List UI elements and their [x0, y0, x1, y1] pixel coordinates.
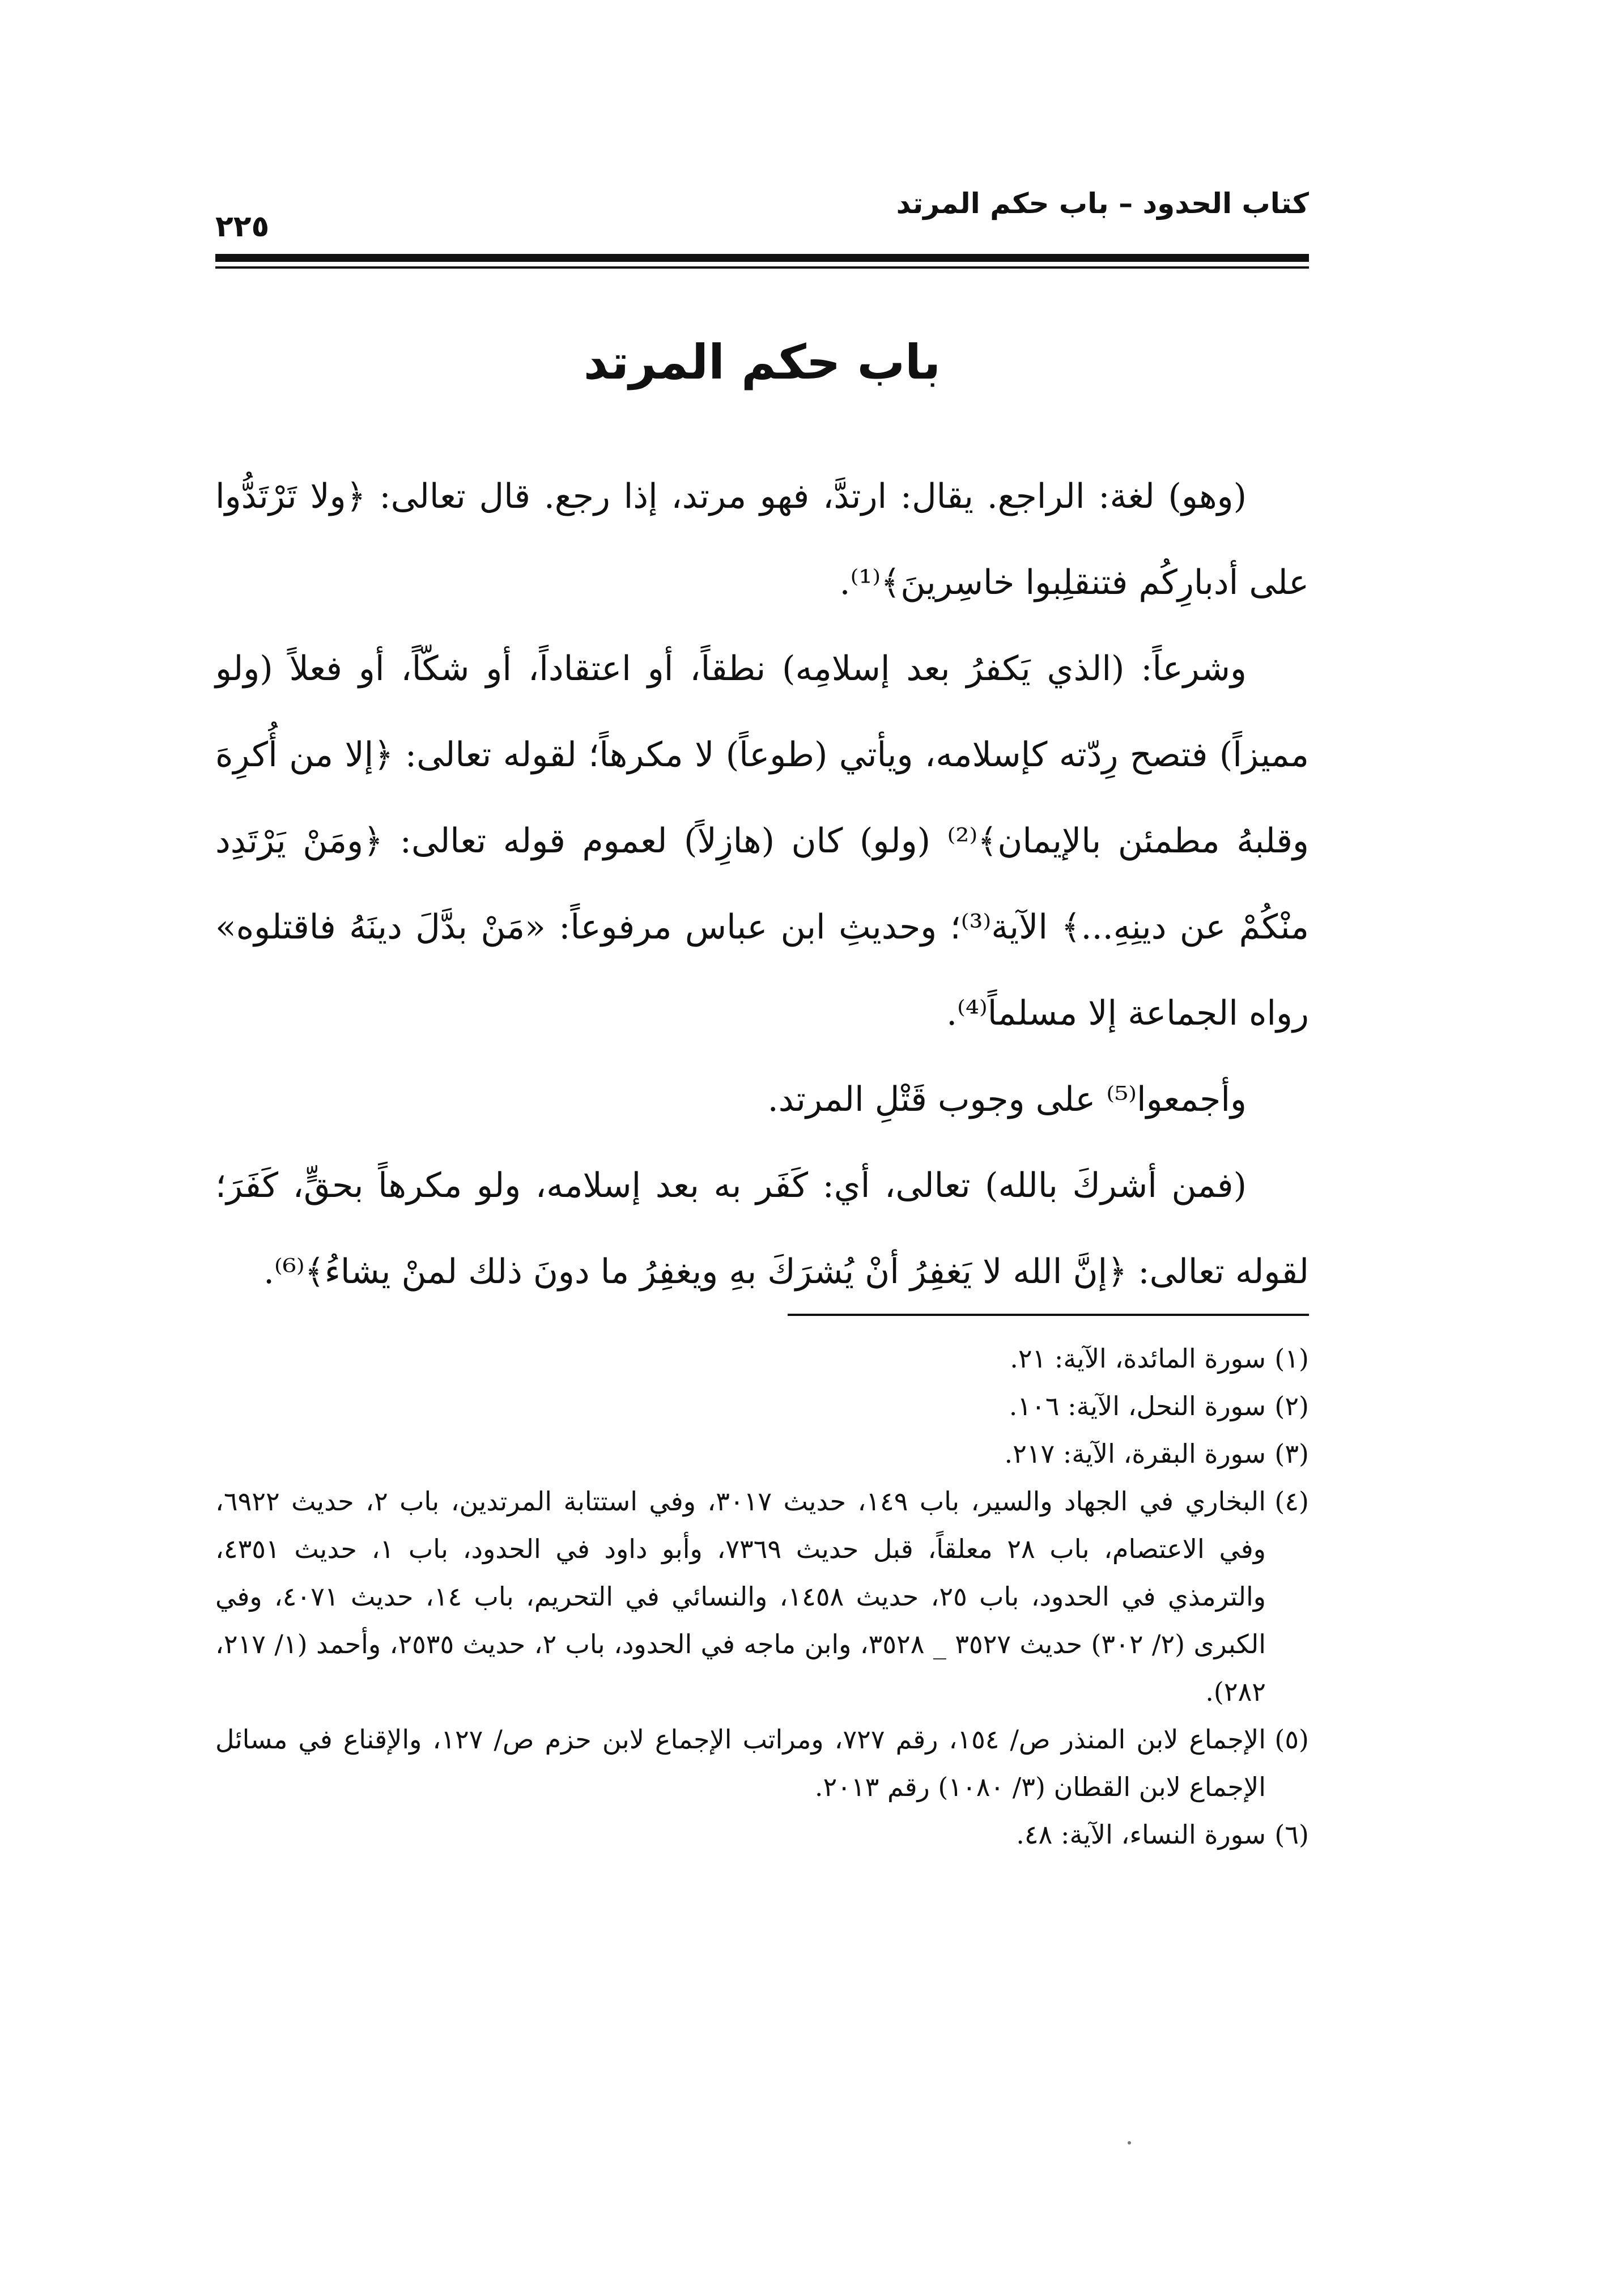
footnote-separator [788, 1314, 1309, 1316]
footnote-text: سورة النساء، الآية: ٤٨. [1016, 1819, 1266, 1850]
footnote-text: سورة المائدة، الآية: ٢١. [1010, 1343, 1266, 1374]
footnote [215, 1382, 1309, 1430]
footnote-number: (٤) [1274, 1486, 1309, 1517]
running-header [215, 187, 1309, 249]
footnote [215, 1477, 1309, 1715]
footnote-number: (١) [1274, 1343, 1309, 1374]
footnote-text: سورة النحل، الآية: ١٠٦. [1009, 1391, 1266, 1421]
running-header-title: كتاب الحدود – باب حكم المرتد [896, 187, 1309, 220]
header-rule [215, 254, 1309, 273]
body-paragraph: وأجمعوا⁽⁵⁾ على وجوب قَتْلِ المرتد. [767, 1080, 1247, 1119]
footnote-text: البخاري في الجهاد والسير، باب ١٤٩، حديث ٣٠١٧، وفي استتابة المرتدين، باب ٢، حديث ٦٩٢٢، وفي الاعتصام، باب ٢٨ معلقاً، قبل حديث ٧٣٦٩، وأبو داود في الحدود، باب ١، حديث ٤٣٥١، والترمذي في الحدود، باب ٢٥، حديث ١٤٥٨، والنسائي في التحريم، باب ١٤، حديث ٤٠٧١، وفي الكبرى (٢/ ٣٠٢) حديث ٣٥٢٧ _ ٣٥٢٨، وابن ماجه في الحدود، باب ٢، حديث ٢٥٣٥، وأحمد (١/ ٢١٧، ٢٨٢). [215, 1486, 1266, 1707]
chapter-title: باب حكم المرتد [583, 334, 941, 390]
body-paragraph: (وهو) لغة: الراجع. يقال: ارتدَّ، فهو مرتد، إذا رجع. قال تعالى: ﴿ولا تَرْتَدُّوا على أدبارِكُم فتنقلِبوا خاسِرينَ﴾⁽¹⁾. [215, 477, 1309, 602]
body-paragraph: وشرعاً: (الذي يَكفرُ بعد إسلامِه) نطقاً، أو اعتقاداً، أو شكّاً، أو فعلاً (ولو مميزاً) فتصح رِدّته كإسلامه، ويأتي (طوعاً) لا مكرهاً؛ لقوله تعالى: ﴿إلا من أُكرِهَ وقلبهُ مطمئن بالإيمان﴾⁽²⁾ (ولو) كان (هازِلاً) لعموم قوله تعالى: ﴿ومَنْ يَرْتَدِد منْكُمْ عن دينِهِ...﴾ الآية⁽³⁾؛ وحديثِ ابن عباس مرفوعاً: «مَنْ بدَّلَ دينَهُ فاقتلوه» رواه الجماعة إلا مسلماً⁽⁴⁾. [215, 649, 1309, 1033]
page-number: ٢٢٥ [215, 210, 270, 244]
header-rule-thick [215, 254, 1309, 262]
body-text [215, 453, 1309, 1315]
footnote-text: الإجماع لابن المنذر ص/ ١٥٤، رقم ٧٢٧، ومراتب الإجماع لابن حزم ص/ ١٢٧، والإقناع في مسائل الإجماع لابن القطان (٣/ ١٠٨٠) رقم ٢٠١٣. [215, 1724, 1266, 1802]
footnotes [215, 1335, 1309, 1858]
footnote-number: (٦) [1274, 1819, 1309, 1850]
footnote-number: (٣) [1274, 1438, 1309, 1469]
footnote [215, 1715, 1309, 1811]
body-paragraph: (فمن أشركَ بالله) تعالى، أي: كَفَر به بعد إسلامه، ولو مكرهاً بحقٍّ، كَفَرَ؛ لقوله تعالى: ﴿إنَّ الله لا يَغفِرُ أنْ يُشرَكَ بهِ ويغفِرُ ما دونَ ذلك لمنْ يشاءُ﴾⁽⁶⁾. [215, 1166, 1309, 1292]
footnote-text: سورة البقرة، الآية: ٢١٧. [1004, 1438, 1266, 1469]
scan-speck [1128, 2141, 1131, 2145]
footnote [215, 1811, 1309, 1858]
footnote-number: (٥) [1274, 1724, 1309, 1755]
footnote-number: (٢) [1274, 1391, 1309, 1421]
footnote [215, 1335, 1309, 1382]
footnote [215, 1430, 1309, 1477]
header-rule-thin [215, 266, 1309, 269]
